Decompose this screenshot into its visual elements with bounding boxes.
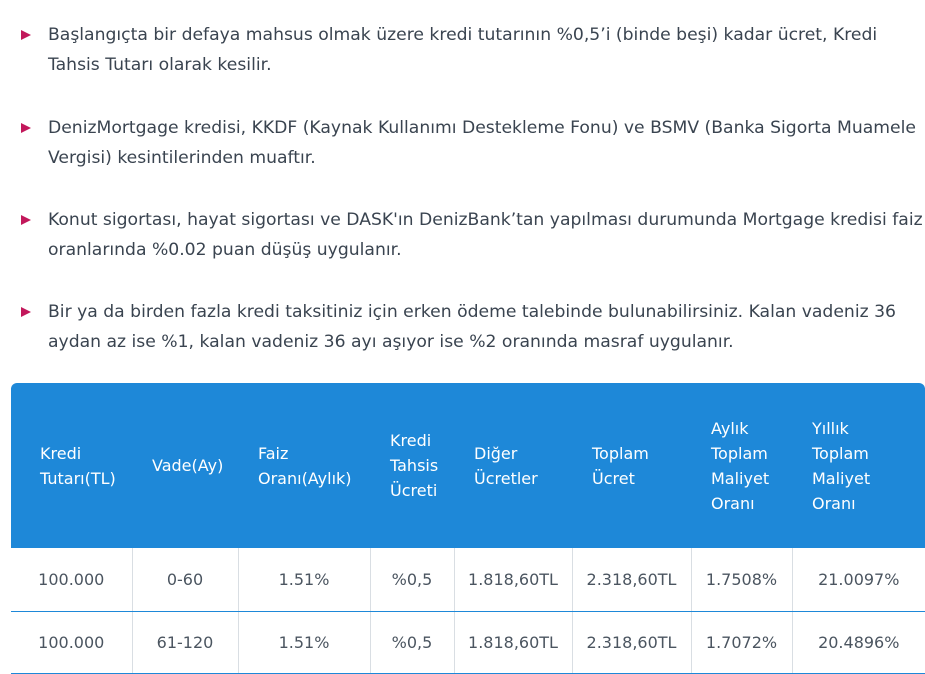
triangle-bullet-icon <box>21 307 31 317</box>
header-line: Faiz <box>258 443 289 463</box>
header-line: Ücretler <box>474 468 538 488</box>
cell-total-fee: 2.318,60TL <box>572 611 691 673</box>
header-loan-amount <box>11 383 132 548</box>
table-row <box>11 611 925 673</box>
header-line: Maliyet <box>711 468 770 488</box>
cell-term: 0-60 <box>132 548 238 611</box>
triangle-bullet-icon <box>21 215 31 225</box>
loan-cost-table <box>11 383 925 674</box>
header-line: Kredi <box>390 431 432 450</box>
header-line: Tahsis <box>390 456 439 475</box>
cell-monthly-cost-rate: 1.7072% <box>691 611 792 673</box>
bullet-text: Başlangıçta bir defaya mahsus olmak üzere kredi tutarının %0,5’i (binde beşi) kadar ücret, Kredi Tahsis Tutarı olarak kesilir. <box>48 25 878 75</box>
header-line: Oranı <box>711 493 755 513</box>
cell-total-fee: 2.318,60TL <box>572 548 691 611</box>
header-line: Ücret <box>592 468 635 488</box>
cell-other-fees: 1.818,60TL <box>454 548 572 611</box>
header-line: Kredi <box>40 443 82 463</box>
header-line: Toplam <box>812 443 869 463</box>
header-interest-rate <box>238 383 370 548</box>
header-line: Maliyet <box>812 468 871 488</box>
header-line: Oranı(Aylık) <box>258 468 352 488</box>
loan-cost-table-container <box>11 383 925 674</box>
table-row <box>11 548 925 611</box>
header-allocation-fee <box>370 383 454 548</box>
triangle-bullet-icon <box>21 30 31 40</box>
table-header-row <box>11 383 925 548</box>
header-line: Toplam <box>592 443 649 463</box>
cell-interest-rate: 1.51% <box>238 548 370 611</box>
header-line: Tutarı(TL) <box>40 468 116 488</box>
bullet-text: Konut sigortası, hayat sigortası ve DASK'ın DenizBank’tan yapılması durumunda Mortgage kredisi faiz oranlarında %0.02 puan düşüş uygulanır. <box>48 210 923 260</box>
bullet-text: Bir ya da birden fazla kredi taksitiniz için erken ödeme talebinde bulunabilirsiniz. Kalan vadeniz 36 aydan az ise %1, kalan vadeniz 36 ayı aşıyor ise %2 oranında masraf uygulanır. <box>48 302 896 352</box>
header-line: Yıllık <box>812 418 849 438</box>
header-line: Toplam <box>711 443 768 463</box>
triangle-bullet-icon <box>21 123 31 133</box>
cell-allocation-fee: %0,5 <box>370 611 454 673</box>
cell-other-fees: 1.818,60TL <box>454 611 572 673</box>
header-line: Oranı <box>812 493 856 513</box>
header-other-fees <box>454 383 572 548</box>
cell-allocation-fee: %0,5 <box>370 548 454 611</box>
header-monthly-cost-rate <box>691 383 792 548</box>
cell-loan-amount: 100.000 <box>11 548 132 611</box>
header-total-fee <box>572 383 691 548</box>
cell-annual-cost-rate: 21.0097% <box>792 548 925 611</box>
header-term <box>132 383 238 548</box>
cell-loan-amount: 100.000 <box>11 611 132 673</box>
cell-term: 61-120 <box>132 611 238 673</box>
header-line: Aylık <box>711 418 749 438</box>
cell-annual-cost-rate: 20.4896% <box>792 611 925 673</box>
header-line: Diğer <box>474 443 518 463</box>
cell-monthly-cost-rate: 1.7508% <box>691 548 792 611</box>
header-annual-cost-rate <box>792 383 925 548</box>
bullet-text: DenizMortgage kredisi, KKDF (Kaynak Kullanımı Destekleme Fonu) ve BSMV (Banka Sigorta Muamele Vergisi) kesintilerinden muaftır. <box>48 118 916 168</box>
cell-interest-rate: 1.51% <box>238 611 370 673</box>
header-line: Vade(Ay) <box>152 456 224 475</box>
header-line: Ücreti <box>390 481 438 500</box>
